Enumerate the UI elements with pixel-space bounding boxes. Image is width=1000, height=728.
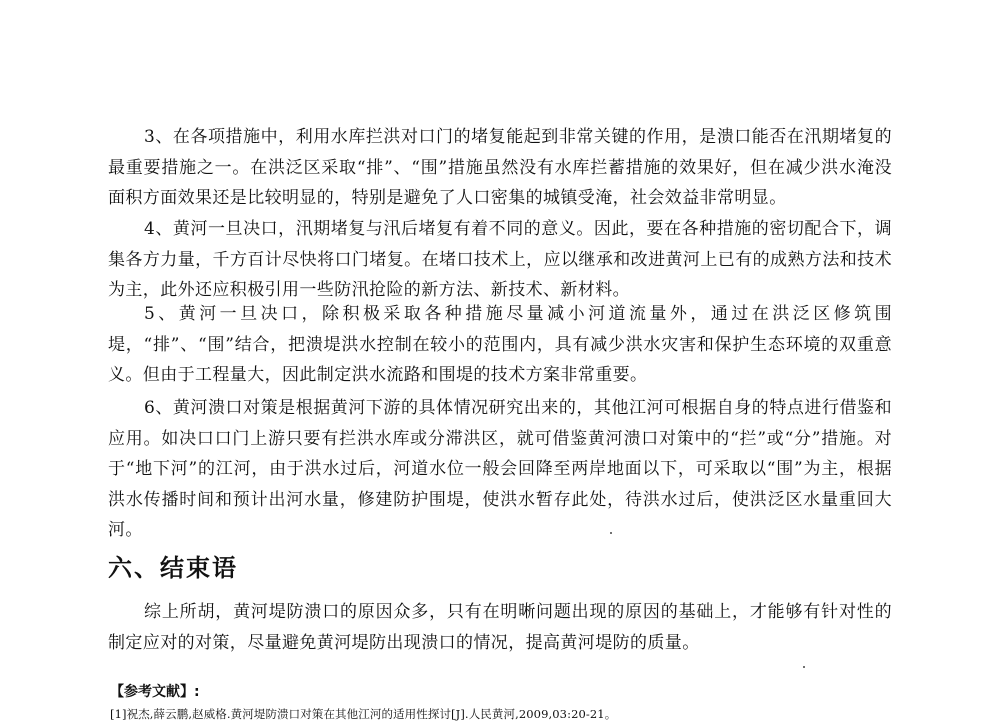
section-heading: 六、结束语 xyxy=(108,554,238,582)
paragraph-3: 3、在各项措施中，利用水库拦洪对口门的堵复能起到非常关键的作用，是溃口能否在汛期堵复的最重要措施之一。在洪泛区采取“排”、“围”措施虽然没有水库拦蓄措施的效果好，但在减少洪水淹没面积方面效果还是比较明显的，特别是避免了人口密集的城镇受淹，社会效益非常明显。 xyxy=(108,127,892,208)
paragraph-4: 4、黄河一旦决口，汛期堵复与汛后堵复有着不同的意义。因此，要在各种措施的密切配合下，调集各方力量，千方百计尽快将口门堵复。在堵口技术上，应以继承和改进黄河上已有的成熟方法和技术为主，此外还应积极引用一些防汛抢险的新方法、新技术、新材料。 xyxy=(108,219,892,300)
paragraph-6: 6、黄河溃口对策是根据黄河下游的具体情况研究出来的，其他江河可根据自身的特点进行借鉴和应用。如决口口门上游只要有拦洪水库或分滞洪区，就可借鉴黄河溃口对策中的“拦”或“分”措施。对于“地下河”的江河，由于洪水过后，河道水位一般会回降至两岸地面以下，可采取以“围”为主，根据洪水传播时间和预计出河水量，修建防护围堤，使洪水暂存此处，待洪水过后，使洪泛区水量重回大河。 xyxy=(108,398,892,540)
conclusion-paragraph: 综上所胡，黄河堤防溃口的原因众多，只有在明晰问题出现的原因的基础上，才能够有针对性的制定应对的对策，尽量避免黄河堤防出现溃口的情况，提高黄河堤防的质量。 xyxy=(108,602,892,653)
references-title: 【参考文献】: xyxy=(110,684,200,700)
scan-speck xyxy=(803,666,805,668)
reference-item: [1]祝杰,薛云鹏,赵威格.黄河堤防溃口对策在其他江河的适用性探讨[J].人民黄河,2009,03:20-21。 xyxy=(110,707,617,721)
scan-speck xyxy=(610,532,612,534)
paragraph-5: 5、黄河一旦决口，除积极采取各种措施尽量减小河道流量外，通过在洪泛区修筑围堤，“排”、“围”结合，把溃堤洪水控制在较小的范围内，具有减少洪水灾害和保护生态环境的双重意义。但由于工程量大，因此制定洪水流路和围堤的技术方案非常重要。 xyxy=(108,304,892,385)
